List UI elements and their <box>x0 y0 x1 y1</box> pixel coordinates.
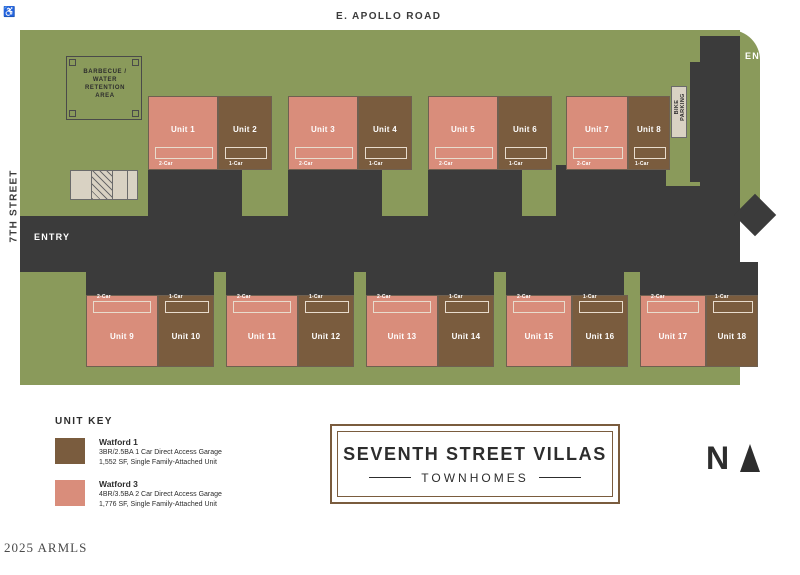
unit-label: Unit 7 <box>584 125 610 134</box>
garage-label: 2-Car <box>577 161 591 167</box>
garage-outline <box>365 147 407 159</box>
unit-label: Unit 6 <box>512 125 538 134</box>
unit-block-12[interactable] <box>298 295 354 367</box>
garage-label: 1-Car <box>369 161 383 167</box>
driveway-apron-top-4 <box>556 165 666 220</box>
bbq-corner-icon <box>132 110 139 117</box>
legend-item-watford3 <box>55 479 285 509</box>
garage-outline <box>225 147 267 159</box>
unit-block-14[interactable] <box>438 295 494 367</box>
project-title: SEVENTH STREET VILLAS <box>343 443 607 464</box>
unit-key-legend <box>55 416 285 521</box>
garage-outline <box>305 301 349 313</box>
bbq-corner-icon <box>69 59 76 66</box>
garage-outline <box>295 147 353 159</box>
unit-block-6[interactable] <box>498 96 552 170</box>
garage-label: 2-Car <box>299 161 313 167</box>
watermark: 2025 ARMLS <box>4 540 88 555</box>
garage-label: 1-Car <box>449 294 463 300</box>
label-7th-street: 7TH STREET <box>8 169 20 243</box>
garage-outline <box>155 147 213 159</box>
unit-label: Unit 10 <box>171 332 201 341</box>
legend-desc-watford3-line1: 4BR/3.5BA 2 Car Direct Access Garage <box>99 491 222 498</box>
entry-label-left: ENTRY <box>34 232 71 242</box>
garage-outline <box>505 147 547 159</box>
unit-label: Unit 5 <box>450 125 476 134</box>
legend-desc-watford1-line1: 3BR/2.5BA 1 Car Direct Access Garage <box>99 449 222 456</box>
garage-label: 1-Car <box>635 161 649 167</box>
plaque-rule-right <box>539 477 581 478</box>
barbecue-retention-label: BARBECUE / WATER RETENTION AREA <box>83 69 127 99</box>
garage-label: 1-Car <box>715 294 729 300</box>
bike-parking-label: BIKE PARKING <box>674 93 686 121</box>
garage-label: 2-Car <box>97 294 111 300</box>
unit-label: Unit 17 <box>658 332 688 341</box>
unit-label: Unit 1 <box>170 125 196 134</box>
unit-label: Unit 14 <box>451 332 481 341</box>
garage-outline <box>647 301 699 313</box>
entry-label-top: ENTRY <box>745 51 782 61</box>
garage-outline <box>634 147 666 159</box>
legend-desc-watford3-line2: 1,776 SF, Single Family-Attached Unit <box>99 500 217 508</box>
label-apollo-road: E. APOLLO ROAD <box>336 11 442 22</box>
garage-label: 1-Car <box>169 294 183 300</box>
garage-outline <box>373 301 431 313</box>
unit-block-18[interactable] <box>706 295 758 367</box>
north-letter: N <box>706 440 730 476</box>
project-title-plaque <box>330 424 620 504</box>
garage-outline <box>165 301 209 313</box>
bbq-corner-icon <box>132 59 139 66</box>
unit-block-16[interactable] <box>572 295 628 367</box>
unit-block-4[interactable] <box>358 96 412 170</box>
unit-label: Unit 11 <box>247 332 277 341</box>
garage-outline <box>93 301 151 313</box>
legend-desc-watford1-line2: 1,552 SF, Single Family-Attached Unit <box>99 458 217 466</box>
unit-block-3[interactable] <box>288 96 358 170</box>
unit-label: Unit 12 <box>311 332 341 341</box>
garage-label: 1-Car <box>583 294 597 300</box>
wheelchair-icon: ♿ <box>3 7 16 18</box>
legend-name-watford3: Watford 3 <box>99 479 138 489</box>
garage-label: 2-Car <box>159 161 173 167</box>
garage-label: 2-Car <box>237 294 251 300</box>
unit-label: Unit 9 <box>109 332 135 341</box>
unit-label: Unit 3 <box>310 125 336 134</box>
legend-swatch-watford3 <box>55 480 85 506</box>
legend-name-watford1: Watford 1 <box>99 437 138 447</box>
unit-block-11[interactable] <box>226 295 298 367</box>
plaque-inner-border <box>337 431 613 497</box>
garage-label: 1-Car <box>309 294 323 300</box>
garage-label: 2-Car <box>651 294 665 300</box>
plaque-subtitle-row <box>338 471 612 485</box>
garage-outline <box>445 301 489 313</box>
driveway-apron-top-3 <box>428 165 522 220</box>
legend-title: UNIT KEY <box>55 416 113 427</box>
legend-item-watford1 <box>55 437 285 467</box>
unit-label: Unit 8 <box>636 125 662 134</box>
north-arrow <box>706 442 768 484</box>
bbq-corner-icon <box>69 110 76 117</box>
unit-block-10[interactable] <box>158 295 214 367</box>
hatch-pattern-icon <box>91 171 113 199</box>
unit-label: Unit 16 <box>585 332 615 341</box>
driveway-apron-top-1 <box>148 165 242 220</box>
accessible-parking-stall <box>70 170 138 200</box>
garage-outline <box>513 301 565 313</box>
plaque-rule-left <box>369 477 411 478</box>
unit-block-8[interactable] <box>628 96 670 170</box>
garage-label: 2-Car <box>439 161 453 167</box>
unit-label: Unit 13 <box>387 332 417 341</box>
unit-block-5[interactable] <box>428 96 498 170</box>
unit-block-13[interactable] <box>366 295 438 367</box>
garage-label: 1-Car <box>509 161 523 167</box>
north-arrow-icon <box>740 444 760 472</box>
unit-block-15[interactable] <box>506 295 572 367</box>
unit-block-7[interactable] <box>566 96 628 170</box>
garage-label: 1-Car <box>229 161 243 167</box>
garage-outline <box>579 301 623 313</box>
project-subtitle: TOWNHOMES <box>421 470 529 485</box>
garage-label: 2-Car <box>377 294 391 300</box>
garage-outline <box>435 147 493 159</box>
stall-divider <box>127 171 128 199</box>
unit-block-17[interactable] <box>640 295 706 367</box>
unit-label: Unit 18 <box>717 332 747 341</box>
barbecue-retention-area <box>66 56 142 120</box>
unit-label: Unit 4 <box>372 125 398 134</box>
unit-label: Unit 2 <box>232 125 258 134</box>
garage-outline <box>233 301 291 313</box>
legend-swatch-watford1 <box>55 438 85 464</box>
garage-outline <box>573 147 623 159</box>
garage-label: 2-Car <box>517 294 531 300</box>
driveway-apron-top-2 <box>288 165 382 220</box>
garage-outline <box>713 301 753 313</box>
entry-drive-left <box>20 222 90 266</box>
unit-label: Unit 15 <box>524 332 554 341</box>
paving-pad-bike <box>690 62 736 182</box>
unit-block-9[interactable] <box>86 295 158 367</box>
unit-block-2[interactable] <box>218 96 272 170</box>
bike-parking-area <box>671 86 687 138</box>
unit-block-1[interactable] <box>148 96 218 170</box>
